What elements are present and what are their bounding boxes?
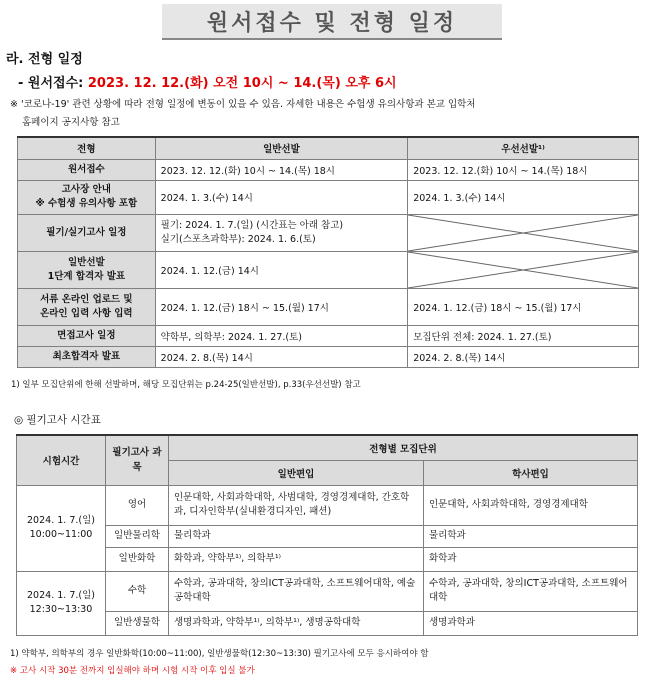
table-row: [17, 525, 638, 547]
timetable-footnote: 1) 약학부, 의학부의 경우 일반화학(10:00~11:00), 일반생물학(12:30~13:30) 필기고사에 모두 응시하여야 함: [10, 649, 429, 659]
exam-time: [17, 485, 106, 571]
table-row: [18, 251, 639, 288]
row-label: 필기/실기고사 일정: [18, 214, 156, 251]
timetable-table: [16, 434, 638, 636]
col-header: 일반편입: [169, 460, 424, 485]
row-label-line: 일반선발: [67, 256, 105, 268]
row-label-line: 서류 온라인 업로드 및: [40, 293, 133, 305]
row-label-line: ※ 수험생 유의사항 포함: [35, 198, 138, 209]
cell-general: 2024. 1. 12.(금) 18시 ~ 15.(월) 17시: [155, 288, 408, 325]
cell-not-applicable: [408, 214, 639, 251]
cell-priority: 2024. 1. 12.(금) 18시 ~ 15.(월) 17시: [408, 288, 639, 325]
exam-time: [17, 571, 106, 635]
schedule-table: [17, 136, 639, 368]
table-row: [18, 346, 639, 367]
row-label-line: 1단계 합격자 발표: [47, 270, 126, 282]
cell-general: 2023. 12. 12.(화) 10시 ~ 14.(목) 18시: [155, 159, 408, 180]
row-label: [18, 180, 156, 214]
cell-priority: 2024. 2. 8.(목) 14시: [408, 346, 639, 367]
apply-period: 2023. 12. 12.(화) 오전 10시 ~ 14.(목) 오후 6시: [87, 76, 397, 91]
col-header: 전형: [18, 137, 156, 159]
col-header: 시험시간: [17, 435, 106, 485]
cell-general: 생명과학과, 약학부¹⁾, 의학부¹⁾, 생명공학대학: [169, 611, 424, 635]
notice: [10, 96, 650, 132]
page-title: 원서접수 및 전형 일정: [162, 4, 502, 40]
subject: 일반화학: [106, 547, 169, 571]
cell-not-applicable: [408, 251, 639, 288]
cell-bachelor: 인문대학, 사회과학대학, 경영경제대학: [424, 485, 638, 525]
row-label: [18, 288, 156, 325]
col-header: 필기고사 과목: [106, 435, 169, 485]
timetable-title: ◎ 필기고사 시간표: [14, 414, 101, 426]
table-row: [17, 611, 638, 635]
row-label: [18, 251, 156, 288]
cell-bachelor: 생명과학과: [424, 611, 638, 635]
row-label: 최초합격자 발표: [18, 346, 156, 367]
exam-date: 2024. 1. 7.(일): [27, 590, 95, 601]
subject: 수학: [106, 571, 169, 611]
cell-bachelor: 수학과, 공과대학, 창의ICT공과대학, 소프트웨어대학: [424, 571, 638, 611]
cell-general: 약학부, 의학부: 2024. 1. 27.(토): [155, 325, 408, 346]
row-label-line: 고사장 안내: [61, 184, 111, 195]
cell-general: [155, 214, 408, 251]
cell-line: 실기(스포츠과학부): 2024. 1. 6.(토): [160, 233, 316, 245]
notice-line: 홈페이지 공지사항 참고: [22, 117, 120, 128]
table-row: [18, 325, 639, 346]
col-header: 우선선발¹⁾: [408, 137, 639, 159]
table-row: [18, 214, 639, 251]
schedule-footnote: 1) 일부 모집단위에 한해 선발하며, 해당 모집단위는 p.24-25(일반선발), p.33(우선선발) 참고: [11, 380, 361, 390]
table-row: [17, 571, 638, 611]
section-heading: 라. 전형 일정: [6, 52, 83, 67]
table-row: [18, 180, 639, 214]
cell-general: 물리학과: [169, 525, 424, 547]
cell-priority: 2024. 1. 3.(수) 14시: [408, 180, 639, 214]
row-label-line: 온라인 입력 사항 입력: [40, 307, 133, 319]
cell-general: 2024. 2. 8.(목) 14시: [155, 346, 408, 367]
col-header: 전형별 모집단위: [169, 435, 638, 460]
cell-line: 필기: 2024. 1. 7.(일) (시간표는 아래 참고): [160, 219, 344, 231]
subject: 일반생물학: [106, 611, 169, 635]
table-row: [18, 288, 639, 325]
cell-bachelor: 물리학과: [424, 525, 638, 547]
subject: 영어: [106, 485, 169, 525]
cell-priority: 2023. 12. 12.(화) 10시 ~ 14.(목) 18시: [408, 159, 639, 180]
table-row: [17, 485, 638, 525]
cell-general: 화학과, 약학부¹⁾, 의학부¹⁾: [169, 547, 424, 571]
apply-prefix: - 원서접수:: [18, 76, 88, 91]
cell-priority: 모집단위 전체: 2024. 1. 27.(토): [408, 325, 639, 346]
cell-general: 수학과, 공과대학, 창의ICT공과대학, 소프트웨어대학, 예술공학대학: [169, 571, 424, 611]
table-row: [18, 159, 639, 180]
row-label: 면접고사 일정: [18, 325, 156, 346]
exam-hours: 12:30~13:30: [29, 604, 93, 615]
cell-general: 2024. 1. 3.(수) 14시: [155, 180, 408, 214]
cell-general: 2024. 1. 12.(금) 14시: [155, 251, 408, 288]
col-header: 일반선발: [155, 137, 408, 159]
application-period: [18, 72, 397, 91]
col-header: 학사편입: [424, 460, 638, 485]
row-label: 원서접수: [18, 159, 156, 180]
exam-date: 2024. 1. 7.(일): [27, 515, 95, 526]
exam-hours: 10:00~11:00: [29, 529, 93, 540]
cell-general: 인문대학, 사회과학대학, 사범대학, 경영경제대학, 간호학과, 디자인학부(실내환경디자인, 패션): [169, 485, 424, 525]
notice-line: ※ '코로나-19' 관련 상황에 따라 전형 일정에 변동이 있을 수 있음. 자세한 내용은 수험생 유의사항과 본교 입학처: [10, 99, 476, 110]
cell-bachelor: 화학과: [424, 547, 638, 571]
entry-warning: ※ 고사 시작 30분 전까지 입실해야 하며 시험 시작 이후 입실 불가: [10, 666, 255, 676]
table-row: [17, 547, 638, 571]
subject: 일반물리학: [106, 525, 169, 547]
